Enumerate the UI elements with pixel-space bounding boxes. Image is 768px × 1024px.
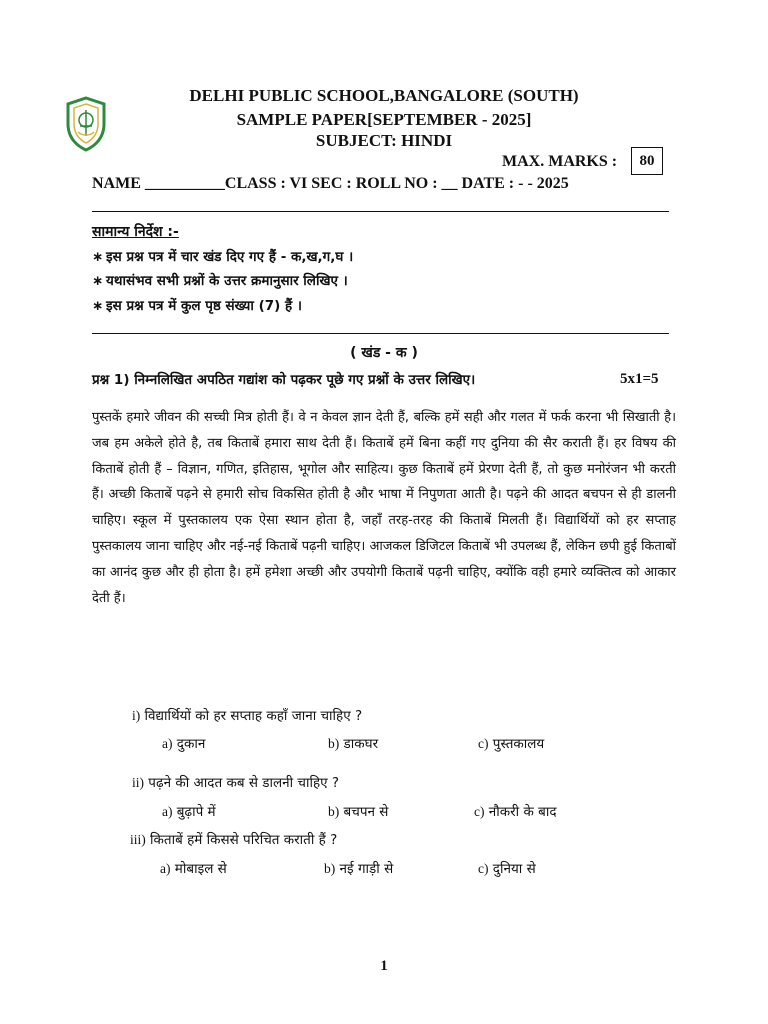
divider: [92, 211, 669, 212]
question-heading: प्रश्न 1) निम्नलिखित अपठित गद्यांश को पढ़कर पूछे गए प्रश्नों के उत्तर लिखिए।: [92, 372, 476, 388]
instruction-item: ∗ इस प्रश्न पत्र में कुल पृष्ठ संख्या (7) हैं ।: [92, 298, 302, 314]
paper-title: SAMPLE PAPER[SEPTEMBER - 2025]: [236, 110, 532, 129]
school-name: DELHI PUBLIC SCHOOL,BANGALORE (SOUTH): [189, 86, 579, 105]
asterisk-icon: ∗: [92, 249, 104, 265]
max-marks-label: MAX. MARKS :: [502, 153, 618, 170]
page-number: 1: [380, 958, 388, 974]
option-c: c) दुनिया से: [478, 861, 536, 877]
option-a: a) मोबाइल से: [160, 861, 227, 877]
question-ii: ii) पढ़ने की आदत कब से डालनी चाहिए ?: [132, 775, 340, 791]
instructions-title: सामान्य निर्देश :-: [92, 224, 179, 240]
question-iii: iii) किताबें हमें किससे परिचित कराती हैं ?: [130, 832, 338, 848]
option-a: a) दुकान: [162, 736, 206, 752]
unseen-passage: पुस्तकें हमारे जीवन की सच्ची मित्र होती हैं। वे न केवल ज्ञान देती हैं, बल्कि हमें सही और गलत में फर्क करना भी सिखाती है। जब हम अकेले होते है, तब किताबें हमारा साथ देती हैं। किताबें हमें बिना कहीं गए दुनिया की सैर कराती हैं। हर विषय की किताबें होती हैं – विज्ञान, गणित, इतिहास, भूगोल और साहित्य। कुछ किताबें हमें प्रेरणा देती हैं, तो कुछ मनोरंजन भी करती हैं। अच्छी किताबें पढ़ने से हमारी सोच विकसित होती है और भाषा में निपुणता आती है। पढ़ने की आदत बचपन से ही डालनी चाहिए। स्कूल में पुस्तकालय एक ऐसा स्थान होता है, जहाँ तरह-तरह की किताबें मिलती हैं। विद्यार्थियों को हर सप्ताह पुस्तकालय जाना चाहिए और नई-नई किताबें पढ़नी चाहिए। आजकल डिजिटल किताबें भी उपलब्ध हैं, लेकिन छपी हुई किताबों का आनंद कुछ और ही होता है। हमें हमेशा अच्छी और उपयोगी किताबें पढ़नी चाहिए, क्योंकि वही हमारे व्यक्तित्व को आकार देती हैं।: [92, 410, 676, 606]
option-a: a) बुढ़ापे में: [162, 804, 216, 820]
option-c: c) नौकरी के बाद: [474, 804, 557, 820]
option-b: b) बचपन से: [328, 804, 389, 820]
section-title: ( खंड - क ): [350, 345, 418, 361]
divider: [92, 333, 669, 334]
question-marks: 5x1=5: [620, 371, 659, 387]
asterisk-icon: ∗: [92, 298, 104, 314]
student-details-line: NAME __________CLASS : VI SEC : ROLL NO : __ DATE : - - 2025: [92, 175, 569, 192]
option-c: c) पुस्तकालय: [478, 736, 545, 752]
option-b: b) डाकघर: [328, 736, 379, 752]
max-marks-box: 80: [631, 147, 663, 175]
question-i: i) विद्यार्थियों को हर सप्ताह कहाँ जाना चाहिए ?: [132, 708, 363, 724]
subject-title: SUBJECT: HINDI: [315, 131, 453, 150]
instruction-item: ∗ इस प्रश्न पत्र में चार खंड दिए गए हैं - क,ख,ग,घ ।: [92, 249, 354, 265]
instruction-item: ∗ यथासंभव सभी प्रश्नों के उत्तर क्रमानुसार लिखिए ।: [92, 273, 348, 289]
option-b: b) नई गाड़ी से: [324, 861, 394, 877]
asterisk-icon: ∗: [92, 273, 104, 289]
